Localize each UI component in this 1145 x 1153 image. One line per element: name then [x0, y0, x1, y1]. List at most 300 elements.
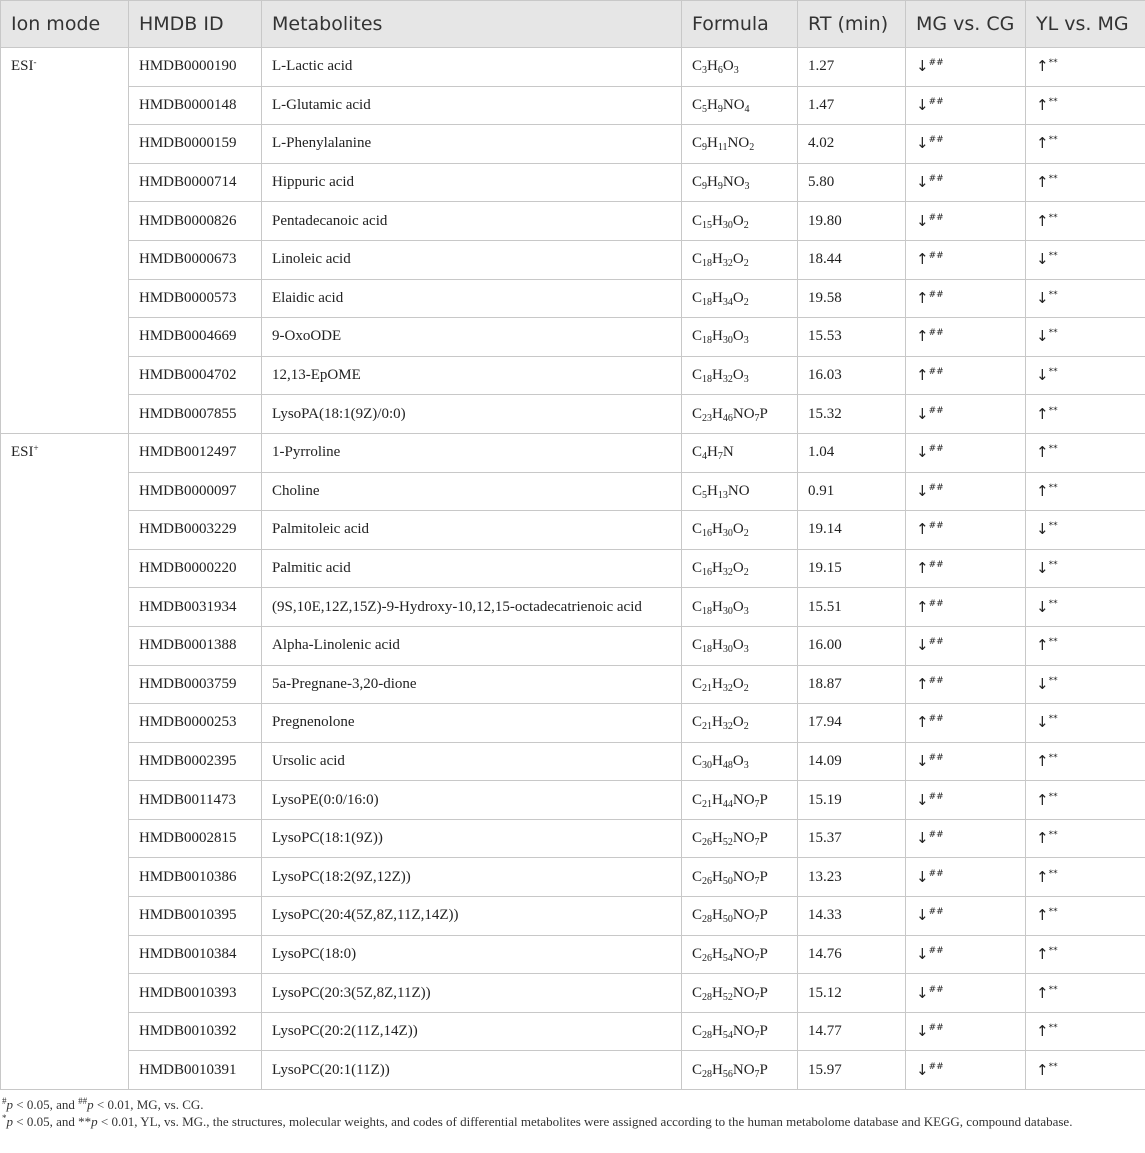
formula-element: C: [692, 752, 703, 769]
table-row: [1, 318, 1145, 357]
rt-cell: 15.51: [798, 588, 906, 627]
formula-count: 2: [743, 258, 749, 270]
formula-element: H: [712, 521, 723, 538]
mg-vs-cg-cell: [906, 1051, 1026, 1090]
formula-cell: [682, 318, 798, 357]
formula-element: N: [732, 791, 744, 808]
rt-cell: 16.03: [798, 356, 906, 395]
formula-element: H: [712, 868, 723, 885]
trend-arrow-icon: ↓: [916, 790, 929, 809]
rt-cell: 4.02: [798, 125, 906, 164]
trend-arrow-icon: ↓: [1036, 327, 1049, 346]
table-row: [1, 163, 1145, 202]
significance-mark: **: [1048, 444, 1058, 455]
significance-mark: **: [1048, 135, 1058, 146]
mg-vs-cg-cell: [906, 86, 1026, 125]
formula-count: 7: [717, 451, 723, 463]
rt-cell: 14.33: [798, 897, 906, 936]
formula-element: C: [692, 945, 703, 962]
formula-element: C: [692, 521, 703, 538]
metabolite-name-cell: LysoPC(20:3(5Z,8Z,11Z)): [262, 974, 682, 1013]
yl-vs-mg-cell: [1026, 356, 1145, 395]
footnote-p: p: [6, 1097, 13, 1113]
table-row: [1, 897, 1145, 936]
hmdb-id-cell: HMDB0010395: [129, 897, 262, 936]
formula-element: O: [732, 289, 744, 306]
ion-mode-label: ESI: [11, 58, 34, 74]
formula-count: 9: [702, 142, 708, 154]
formula-element: O: [732, 714, 744, 731]
rt-cell: 15.37: [798, 819, 906, 858]
significance-mark: **: [1048, 174, 1058, 185]
mg-vs-cg-cell: [906, 202, 1026, 241]
formula-element: H: [712, 328, 723, 345]
formula-count: 18: [702, 374, 713, 386]
trend-arrow-icon: ↑: [1036, 867, 1049, 886]
table-row: [1, 781, 1145, 820]
formula-element: P: [759, 945, 768, 962]
yl-vs-mg-cell: [1026, 240, 1145, 279]
formula-element: O: [738, 135, 750, 152]
formula-element: N: [727, 135, 739, 152]
table-row: [1, 511, 1145, 550]
formula-element: C: [692, 598, 703, 615]
metabolite-name-cell: Alpha-Linolenic acid: [262, 626, 682, 665]
significance-mark: ##: [928, 637, 944, 648]
formula-count: 7: [754, 875, 760, 887]
mg-vs-cg-cell: [906, 704, 1026, 743]
formula-cell: [682, 395, 798, 434]
significance-mark: **: [1048, 945, 1058, 956]
formula-count: 3: [743, 644, 749, 656]
formula-cell: [682, 202, 798, 241]
metabolite-name-cell: LysoPC(20:2(11Z,14Z)): [262, 1012, 682, 1051]
formula-element: H: [712, 675, 723, 692]
yl-vs-mg-cell: [1026, 935, 1145, 974]
formula-count: 28: [702, 1030, 713, 1042]
trend-arrow-icon: ↓: [916, 481, 929, 500]
significance-mark: **: [1048, 212, 1058, 223]
formula-element: O: [738, 482, 750, 499]
formula-element: H: [712, 1023, 723, 1040]
yl-vs-mg-cell: [1026, 626, 1145, 665]
metabolite-name-cell: LysoPC(18:2(9Z,12Z)): [262, 858, 682, 897]
mg-vs-cg-cell: [906, 897, 1026, 936]
yl-vs-mg-cell: [1026, 974, 1145, 1013]
trend-arrow-icon: ↑: [1036, 134, 1049, 153]
formula-count: 2: [743, 721, 749, 733]
formula-count: 13: [717, 489, 728, 501]
hmdb-id-cell: HMDB0000573: [129, 279, 262, 318]
formula-count: 23: [702, 412, 713, 424]
formula-cell: [682, 781, 798, 820]
trend-arrow-icon: ↑: [1036, 829, 1049, 848]
metabolite-name-cell: 5a-Pregnane-3,20-dione: [262, 665, 682, 704]
rt-cell: 19.58: [798, 279, 906, 318]
formula-count: 34: [722, 296, 733, 308]
trend-arrow-icon: ↑: [1036, 983, 1049, 1002]
formula-count: 3: [743, 759, 749, 771]
trend-arrow-icon: ↑: [1036, 211, 1049, 230]
significance-mark: **: [1048, 907, 1058, 918]
formula-element: H: [712, 212, 723, 229]
rt-cell: 14.09: [798, 742, 906, 781]
hmdb-id-cell: HMDB0000826: [129, 202, 262, 241]
formula-count: 5: [702, 103, 708, 115]
significance-mark: ##: [928, 174, 944, 185]
formula-element: C: [692, 1061, 703, 1078]
yl-vs-mg-cell: [1026, 742, 1145, 781]
trend-arrow-icon: ↓: [1036, 559, 1049, 578]
significance-mark: ##: [928, 212, 944, 223]
formula-element: N: [722, 96, 734, 113]
metabolite-name-cell: Palmitoleic acid: [262, 511, 682, 550]
table-row: [1, 125, 1145, 164]
trend-arrow-icon: ↑: [1036, 1022, 1049, 1041]
formula-element: C: [692, 637, 703, 654]
formula-element: O: [732, 637, 744, 654]
rt-cell: 0.91: [798, 472, 906, 511]
yl-vs-mg-cell: [1026, 202, 1145, 241]
formula-count: 32: [722, 682, 733, 694]
formula-count: 7: [754, 1068, 760, 1080]
trend-arrow-icon: ↑: [1036, 57, 1049, 76]
table-body: [1, 48, 1145, 1090]
formula-element: H: [712, 598, 723, 615]
significance-mark: **: [1048, 675, 1058, 686]
formula-cell: [682, 588, 798, 627]
significance-mark: ##: [928, 96, 944, 107]
table-row: [1, 202, 1145, 241]
mg-vs-cg-cell: [906, 48, 1026, 87]
trend-arrow-icon: ↑: [916, 520, 929, 539]
formula-count: 30: [722, 335, 733, 347]
formula-cell: [682, 704, 798, 743]
formula-element: H: [712, 752, 723, 769]
formula-element: N: [732, 405, 744, 422]
significance-mark: **: [1048, 58, 1058, 69]
rt-cell: 15.32: [798, 395, 906, 434]
trend-arrow-icon: ↓: [916, 173, 929, 192]
metabolite-name-cell: L-Lactic acid: [262, 48, 682, 87]
formula-count: 30: [722, 528, 733, 540]
significance-mark: **: [1048, 984, 1058, 995]
footnote-mg: [2, 1096, 1139, 1113]
formula-cell: [682, 974, 798, 1013]
rt-cell: 19.14: [798, 511, 906, 550]
formula-cell: [682, 626, 798, 665]
formula-count: 54: [722, 1030, 733, 1042]
footnote-yl: [2, 1113, 1139, 1130]
formula-element: O: [732, 675, 744, 692]
rt-cell: 19.80: [798, 202, 906, 241]
header-hmdb-id: HMDB ID: [129, 1, 262, 48]
footnote-p: p: [6, 1114, 13, 1130]
header-metabolites: Metabolites: [262, 1, 682, 48]
rt-cell: 18.87: [798, 665, 906, 704]
formula-element: H: [712, 984, 723, 1001]
table-row: [1, 935, 1145, 974]
formula-element: O: [743, 1061, 755, 1078]
formula-count: 46: [722, 412, 733, 424]
significance-mark: **: [1048, 251, 1058, 262]
yl-vs-mg-cell: [1026, 318, 1145, 357]
formula-element: N: [722, 444, 734, 461]
trend-arrow-icon: ↓: [916, 211, 929, 230]
formula-element: P: [759, 868, 768, 885]
formula-element: C: [692, 675, 703, 692]
mg-vs-cg-cell: [906, 549, 1026, 588]
footnotes: [0, 1090, 1145, 1130]
formula-count: 16: [702, 567, 713, 579]
mg-vs-cg-cell: [906, 781, 1026, 820]
formula-count: 18: [702, 335, 713, 347]
significance-mark: **: [1048, 1023, 1058, 1034]
trend-arrow-icon: ↓: [916, 57, 929, 76]
mg-vs-cg-cell: [906, 163, 1026, 202]
formula-count: 3: [744, 181, 750, 193]
metabolite-name-cell: Pentadecanoic acid: [262, 202, 682, 241]
trend-arrow-icon: ↓: [916, 983, 929, 1002]
mg-vs-cg-cell: [906, 626, 1026, 665]
formula-count: 11: [717, 142, 728, 154]
formula-cell: [682, 742, 798, 781]
ion-mode-cell: [1, 433, 129, 1089]
yl-vs-mg-cell: [1026, 1012, 1145, 1051]
trend-arrow-icon: ↑: [1036, 481, 1049, 500]
trend-arrow-icon: ↑: [916, 674, 929, 693]
ion-mode-label: ESI: [11, 443, 34, 460]
table-row: [1, 356, 1145, 395]
significance-mark: **: [1048, 405, 1058, 416]
formula-count: 30: [722, 605, 733, 617]
mg-vs-cg-cell: [906, 356, 1026, 395]
formula-element: P: [759, 907, 768, 924]
trend-arrow-icon: ↑: [1036, 944, 1049, 963]
table-row: [1, 858, 1145, 897]
formula-count: 28: [702, 914, 713, 926]
significance-mark: ##: [928, 830, 944, 841]
hmdb-id-cell: HMDB0000097: [129, 472, 262, 511]
formula-element: P: [759, 1061, 768, 1078]
formula-element: O: [732, 560, 744, 577]
formula-count: 28: [702, 991, 713, 1003]
trend-arrow-icon: ↓: [1036, 520, 1049, 539]
significance-mark: **: [1048, 289, 1058, 300]
metabolite-name-cell: LysoPC(20:4(5Z,8Z,11Z,14Z)): [262, 897, 682, 936]
formula-count: 7: [754, 991, 760, 1003]
formula-cell: [682, 86, 798, 125]
ion-mode-cell: [1, 48, 129, 434]
formula-element: C: [692, 212, 703, 229]
metabolite-name-cell: Hippuric acid: [262, 163, 682, 202]
trend-arrow-icon: ↓: [916, 636, 929, 655]
trend-arrow-icon: ↓: [916, 404, 929, 423]
formula-element: C: [692, 289, 703, 306]
formula-cell: [682, 1012, 798, 1051]
hmdb-id-cell: HMDB0000220: [129, 549, 262, 588]
significance-mark: ##: [928, 289, 944, 300]
yl-vs-mg-cell: [1026, 549, 1145, 588]
table-row: [1, 240, 1145, 279]
formula-count: 4: [744, 103, 750, 115]
mg-vs-cg-cell: [906, 279, 1026, 318]
significance-mark: ##: [928, 367, 944, 378]
formula-cell: [682, 472, 798, 511]
formula-element: H: [707, 482, 718, 499]
metabolite-name-cell: Pregnenolone: [262, 704, 682, 743]
formula-count: 56: [722, 1068, 733, 1080]
significance-mark: **: [1048, 637, 1058, 648]
formula-count: 9: [717, 103, 723, 115]
mg-vs-cg-cell: [906, 433, 1026, 472]
mg-vs-cg-cell: [906, 511, 1026, 550]
mg-vs-cg-cell: [906, 974, 1026, 1013]
formula-element: C: [692, 135, 703, 152]
table-row: [1, 1051, 1145, 1090]
significance-mark: **: [1048, 791, 1058, 802]
formula-cell: [682, 433, 798, 472]
formula-count: 2: [743, 682, 749, 694]
footnote-text: < 0.01, MG, vs. CG.: [93, 1097, 204, 1113]
formula-element: C: [692, 482, 703, 499]
formula-count: 7: [754, 914, 760, 926]
table-row: [1, 742, 1145, 781]
ion-mode-charge: -: [33, 57, 37, 67]
trend-arrow-icon: ↑: [1036, 790, 1049, 809]
hmdb-id-cell: HMDB0001388: [129, 626, 262, 665]
yl-vs-mg-cell: [1026, 704, 1145, 743]
rt-cell: 15.97: [798, 1051, 906, 1090]
formula-count: 54: [722, 952, 733, 964]
header-formula: Formula: [682, 1, 798, 48]
metabolite-name-cell: LysoPC(20:1(11Z)): [262, 1051, 682, 1090]
formula-count: 30: [702, 759, 713, 771]
trend-arrow-icon: ↓: [916, 1060, 929, 1079]
rt-cell: 15.53: [798, 318, 906, 357]
formula-element: C: [692, 367, 703, 384]
formula-element: C: [692, 714, 703, 731]
significance-mark: ##: [928, 868, 944, 879]
hmdb-id-cell: HMDB0004669: [129, 318, 262, 357]
table-row: [1, 819, 1145, 858]
rt-cell: 17.94: [798, 704, 906, 743]
formula-count: 32: [722, 374, 733, 386]
significance-mark: ##: [928, 560, 944, 571]
significance-mark: **: [1048, 868, 1058, 879]
formula-count: 18: [702, 605, 713, 617]
significance-mark: **: [1048, 752, 1058, 763]
rt-cell: 1.27: [798, 48, 906, 87]
formula-count: 30: [722, 644, 733, 656]
trend-arrow-icon: ↑: [1036, 751, 1049, 770]
metabolite-name-cell: Elaidic acid: [262, 279, 682, 318]
formula-cell: [682, 665, 798, 704]
hmdb-id-cell: HMDB0000253: [129, 704, 262, 743]
yl-vs-mg-cell: [1026, 1051, 1145, 1090]
formula-element: N: [722, 174, 734, 191]
formula-element: N: [732, 830, 744, 847]
yl-vs-mg-cell: [1026, 472, 1145, 511]
formula-element: O: [743, 984, 755, 1001]
formula-cell: [682, 125, 798, 164]
formula-count: 3: [702, 65, 708, 77]
formula-element: O: [732, 521, 744, 538]
formula-element: O: [732, 752, 744, 769]
formula-count: 15: [702, 219, 713, 231]
header-rt: RT (min): [798, 1, 906, 48]
metabolite-name-cell: L-Phenylalanine: [262, 125, 682, 164]
mg-vs-cg-cell: [906, 858, 1026, 897]
formula-count: 18: [702, 258, 713, 270]
table-row: [1, 626, 1145, 665]
trend-arrow-icon: ↑: [1036, 443, 1049, 462]
trend-arrow-icon: ↑: [1036, 906, 1049, 925]
ion-mode-charge: +: [33, 442, 39, 453]
formula-element: O: [743, 868, 755, 885]
formula-cell: [682, 163, 798, 202]
formula-count: 3: [733, 65, 739, 77]
footnote-mark: *: [2, 1113, 7, 1124]
hmdb-id-cell: HMDB0000714: [129, 163, 262, 202]
trend-arrow-icon: ↑: [916, 713, 929, 732]
trend-arrow-icon: ↓: [916, 95, 929, 114]
formula-count: 44: [722, 798, 733, 810]
mg-vs-cg-cell: [906, 588, 1026, 627]
yl-vs-mg-cell: [1026, 279, 1145, 318]
table-row: [1, 395, 1145, 434]
significance-mark: **: [1048, 598, 1058, 609]
formula-element: H: [712, 714, 723, 731]
formula-count: 9: [717, 181, 723, 193]
significance-mark: ##: [928, 791, 944, 802]
formula-element: N: [732, 1023, 744, 1040]
formula-cell: [682, 240, 798, 279]
table-row: [1, 665, 1145, 704]
mg-vs-cg-cell: [906, 1012, 1026, 1051]
formula-count: 7: [754, 798, 760, 810]
trend-arrow-icon: ↑: [916, 250, 929, 269]
formula-cell: [682, 511, 798, 550]
rt-cell: 16.00: [798, 626, 906, 665]
significance-mark: ##: [928, 482, 944, 493]
hmdb-id-cell: HMDB0003759: [129, 665, 262, 704]
significance-mark: ##: [928, 1061, 944, 1072]
formula-element: H: [712, 830, 723, 847]
yl-vs-mg-cell: [1026, 819, 1145, 858]
formula-count: 5: [702, 489, 708, 501]
yl-vs-mg-cell: [1026, 665, 1145, 704]
mg-vs-cg-cell: [906, 819, 1026, 858]
formula-count: 28: [702, 1068, 713, 1080]
formula-element: N: [732, 907, 744, 924]
formula-count: 7: [754, 1030, 760, 1042]
formula-element: O: [743, 830, 755, 847]
rt-cell: 1.47: [798, 86, 906, 125]
formula-cell: [682, 858, 798, 897]
metabolite-name-cell: Choline: [262, 472, 682, 511]
trend-arrow-icon: ↑: [1036, 173, 1049, 192]
formula-element: N: [732, 868, 744, 885]
metabolite-name-cell: LysoPA(18:1(9Z)/0:0): [262, 395, 682, 434]
formula-element: C: [692, 174, 703, 191]
formula-count: 52: [722, 991, 733, 1003]
rt-cell: 13.23: [798, 858, 906, 897]
formula-count: 52: [722, 837, 733, 849]
formula-cell: [682, 897, 798, 936]
mg-vs-cg-cell: [906, 665, 1026, 704]
formula-element: O: [743, 907, 755, 924]
